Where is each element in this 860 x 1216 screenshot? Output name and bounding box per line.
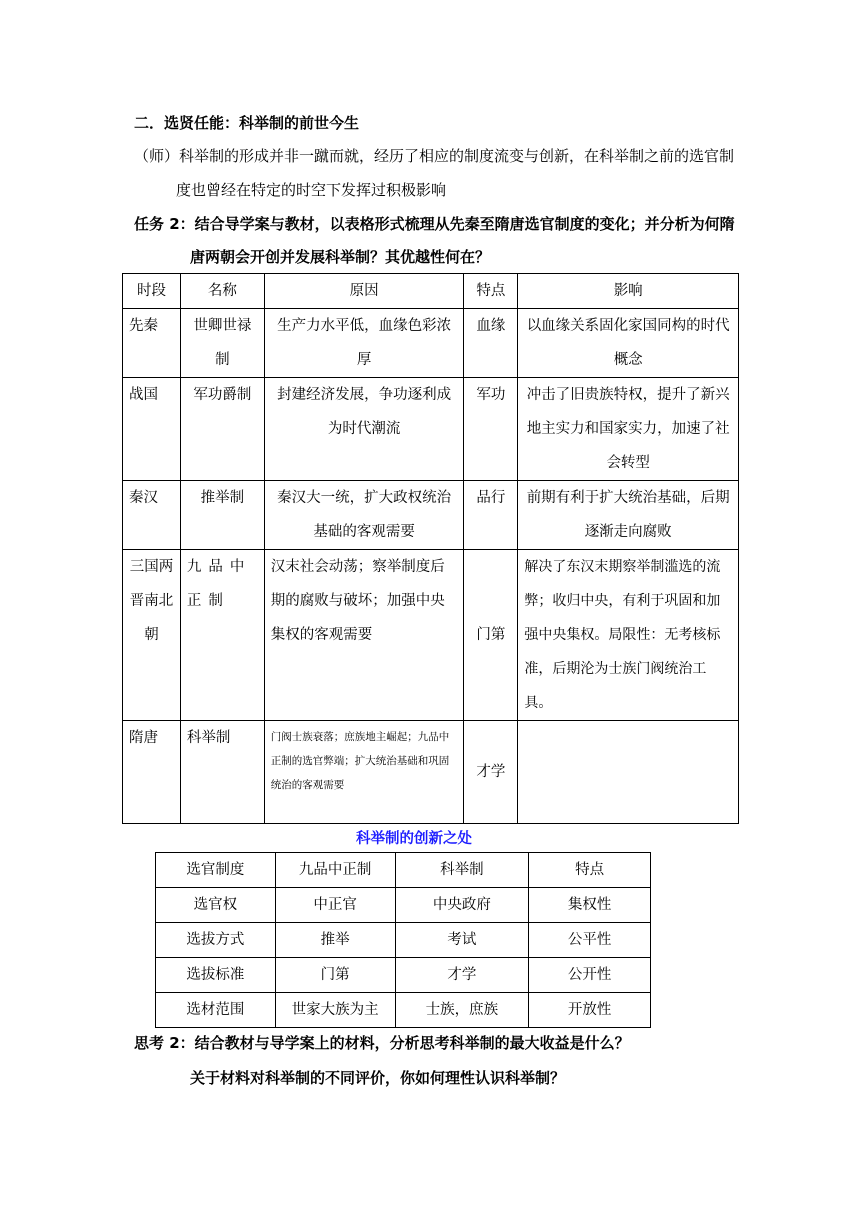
cell: 开放性 bbox=[529, 993, 651, 1028]
table-row bbox=[123, 721, 739, 824]
cell: 世家大族为主 bbox=[275, 993, 395, 1028]
cell-feature: 血缘 bbox=[464, 309, 518, 378]
cell-feature: 品行 bbox=[464, 481, 518, 550]
cell-impact: 以血缘关系固化家国同构的时代概念 bbox=[518, 309, 739, 378]
cell: 推举 bbox=[275, 923, 395, 958]
header-feature: 特点 bbox=[529, 853, 651, 888]
cell-feature: 才学 bbox=[464, 721, 518, 824]
cell-impact: 前期有利于扩大统治基础，后期逐渐走向腐败 bbox=[518, 481, 739, 550]
cell-impact bbox=[518, 721, 739, 824]
table-row bbox=[156, 958, 651, 993]
cell: 中正官 bbox=[275, 888, 395, 923]
cell: 选拔标准 bbox=[156, 958, 276, 993]
cell-name: 科举制 bbox=[180, 721, 264, 824]
cell-period: 秦汉 bbox=[123, 481, 181, 550]
table-row bbox=[123, 481, 739, 550]
table-row bbox=[123, 378, 739, 481]
cell-reason: 封建经济发展，争功逐利成为时代潮流 bbox=[264, 378, 464, 481]
header-keju: 科举制 bbox=[395, 853, 529, 888]
cell-reason: 秦汉大一统，扩大政权统治基础的客观需要 bbox=[264, 481, 464, 550]
table-row bbox=[123, 309, 739, 378]
cell-name: 推举制 bbox=[180, 481, 264, 550]
cell-period: 先秦 bbox=[123, 309, 181, 378]
cell: 公开性 bbox=[529, 958, 651, 993]
table-row bbox=[156, 923, 651, 958]
header-impact: 影响 bbox=[518, 274, 739, 309]
cell-period: 三国两晋南北朝 bbox=[123, 550, 181, 721]
table-row bbox=[156, 888, 651, 923]
cell-name: 世卿世禄制 bbox=[180, 309, 264, 378]
cell-reason: 汉末社会动荡；察举制度后期的腐败与破坏；加强中央集权的客观需要 bbox=[264, 550, 464, 721]
cell: 选材范围 bbox=[156, 993, 276, 1028]
table-header-row bbox=[156, 853, 651, 888]
cell: 选官权 bbox=[156, 888, 276, 923]
cell-reason: 生产力水平低，血缘色彩浓厚 bbox=[264, 309, 464, 378]
cell: 门第 bbox=[275, 958, 395, 993]
think-line2: 关于材料对科举制的不同评价，你如何理性认识科举制？ bbox=[190, 1069, 566, 1087]
cell: 选拔方式 bbox=[156, 923, 276, 958]
table-row bbox=[156, 993, 651, 1028]
cell: 考试 bbox=[395, 923, 529, 958]
cell-name: 九品中正制 bbox=[180, 550, 264, 721]
header-jiupin: 九品中正制 bbox=[275, 853, 395, 888]
section-title: 二．选贤任能：科举制的前世今生 bbox=[134, 114, 360, 132]
cell-reason: 门阀士族衰落；庶族地主崛起；九品中正制的选官弊端；扩大统治基础和巩固统治的客观需要 bbox=[264, 721, 464, 824]
selection-systems-table bbox=[122, 273, 739, 824]
cell-feature: 军功 bbox=[464, 378, 518, 481]
teacher-paragraph-line2: 度也曾经在特定的时空下发挥过积极影响 bbox=[176, 181, 447, 199]
cell-feature: 门第 bbox=[464, 550, 518, 721]
table-header-row bbox=[123, 274, 739, 309]
teacher-paragraph-line1: （师）科举制的形成并非一蹴而就，经历了相应的制度流变与创新，在科举制之前的选官制 bbox=[134, 147, 735, 165]
task-line2: 唐两朝会开创并发展科举制？其优越性何在？ bbox=[190, 248, 491, 266]
header-period: 时段 bbox=[123, 274, 181, 309]
cell: 才学 bbox=[395, 958, 529, 993]
cell-name: 军功爵制 bbox=[180, 378, 264, 481]
innovation-table bbox=[155, 852, 651, 1028]
cell: 士族，庶族 bbox=[395, 993, 529, 1028]
header-name: 名称 bbox=[180, 274, 264, 309]
cell: 中央政府 bbox=[395, 888, 529, 923]
task-line1: 任务 2：结合导学案与教材，以表格形式梳理从先秦至隋唐选官制度的变化；并分析为何隋 bbox=[134, 215, 735, 233]
table-row bbox=[123, 550, 739, 721]
cell-impact: 冲击了旧贵族特权，提升了新兴地主实力和国家实力，加速了社会转型 bbox=[518, 378, 739, 481]
table2-caption: 科举制的创新之处 bbox=[356, 831, 472, 847]
cell-period: 战国 bbox=[123, 378, 181, 481]
cell-period: 隋唐 bbox=[123, 721, 181, 824]
think-line1: 思考 2：结合教材与导学案上的材料，分析思考科举制的最大收益是什么？ bbox=[134, 1034, 630, 1052]
cell: 公平性 bbox=[529, 923, 651, 958]
header-reason: 原因 bbox=[264, 274, 464, 309]
header-system: 选官制度 bbox=[156, 853, 276, 888]
cell-impact: 解决了东汉末期察举制滥选的流弊；收归中央，有利于巩固和加强中央集权。局限性：无考核标准，后期沦为士族门阀统治工具。 bbox=[518, 550, 739, 721]
cell: 集权性 bbox=[529, 888, 651, 923]
header-feature: 特点 bbox=[464, 274, 518, 309]
